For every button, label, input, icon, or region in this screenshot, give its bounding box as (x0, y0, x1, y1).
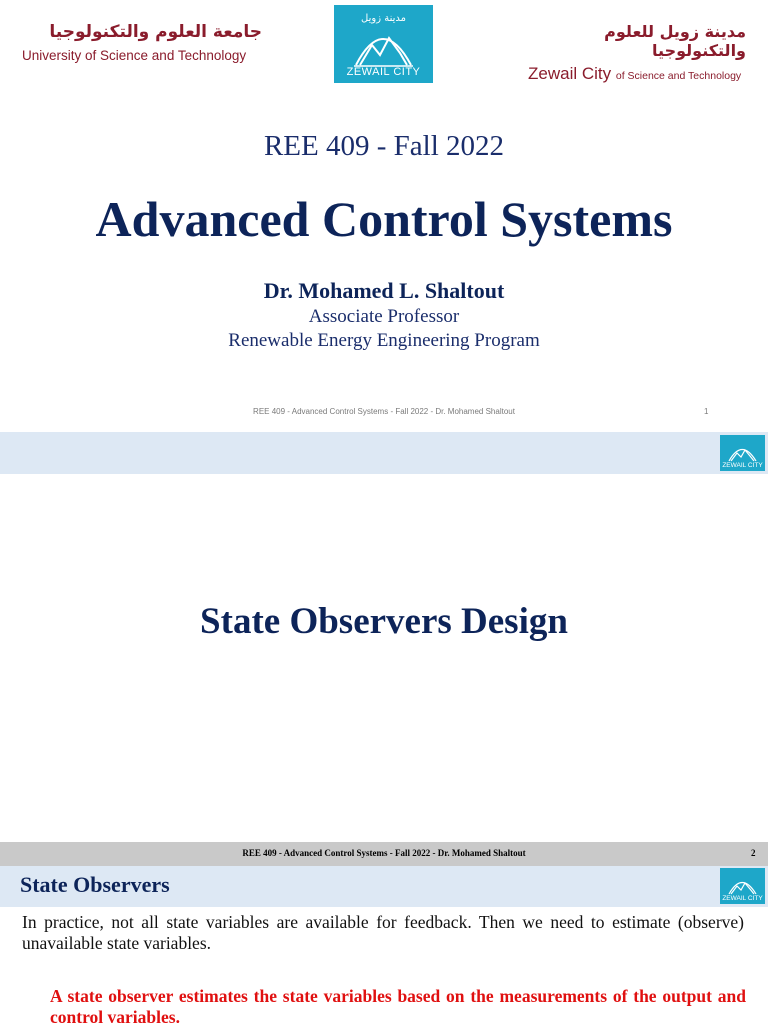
university-logo-arabic: جامعة العلوم والتكنولوجيا (49, 22, 262, 42)
zewail-city-logo-arabic: مدينة زويل (361, 13, 406, 24)
zewail-city-logo-text: ZEWAIL CITY (346, 66, 421, 78)
header-band (0, 432, 768, 474)
zewail-city-wordmark (528, 22, 746, 84)
content-slide (0, 842, 768, 1027)
section-title: State Observers Design (200, 601, 568, 642)
zewail-city-wordmark-english (528, 64, 746, 84)
wordmark-main: Zewail City (528, 64, 612, 83)
wordmark-sub: of Science and Technology (615, 70, 742, 82)
zewail-city-wordmark-arabic: مدينة زويل للعلوم والتكنولوجيا (604, 22, 746, 60)
footer-band (0, 842, 768, 866)
body-paragraph: In practice, not all state variables are available for feedback. Then we need to estimate (observe) unavailable state variables. (22, 912, 744, 953)
mini-logo-text: ZEWAIL CITY (722, 895, 763, 902)
slide-heading: State Observers (20, 872, 170, 897)
mini-logo-text: ZEWAIL CITY (722, 462, 763, 469)
zewail-city-mini-logo (720, 435, 765, 471)
section-slide (0, 432, 768, 842)
zewail-city-logo (334, 5, 433, 83)
highlight-statement: A state observer estimates the state variables based on the measurements of the output and control variables. (50, 986, 746, 1027)
heading-band (0, 866, 768, 907)
university-logo-english: University of Science and Technology (22, 48, 247, 63)
page-number: 1 (704, 407, 709, 416)
slide-footer: REE 409 - Advanced Control Systems - Fall 2022 - Dr. Mohamed Shaltout (253, 407, 515, 416)
author-program: Renewable Energy Engineering Program (228, 330, 540, 351)
university-logo (22, 22, 262, 63)
slide-footer: REE 409 - Advanced Control Systems - Fall 2022 - Dr. Mohamed Shaltout (242, 848, 526, 858)
author-role: Associate Professor (308, 306, 460, 327)
course-title: Advanced Control Systems (95, 191, 673, 247)
author-name: Dr. Mohamed L. Shaltout (263, 278, 505, 303)
title-slide (0, 0, 768, 432)
zewail-city-mini-logo (720, 868, 765, 904)
page-number: 2 (751, 848, 756, 858)
course-code: REE 409 - Fall 2022 (263, 130, 505, 162)
